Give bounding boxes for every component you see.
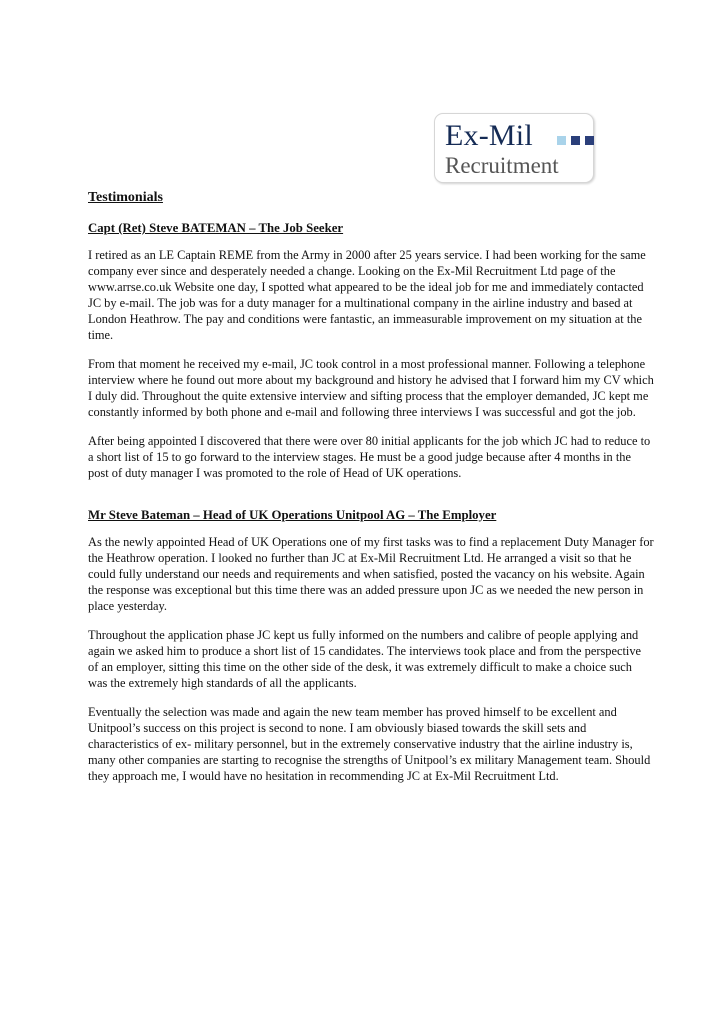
logo-name: Ex-Mil	[445, 119, 533, 152]
paragraph: From that moment he received my e-mail, JC took control in a most professional manner. Following a telephone interview where he found out more about my background and history he advised that I forward him my CV which I duly did. Throughout the quite extensive interview and sifting process that the employer demanded, JC kept me constantly informed by both phone and e-mail and following three interviews I was successful and got the job.	[88, 357, 654, 419]
section-divider-space	[88, 494, 654, 507]
logo-subtitle: Recruitment	[445, 153, 559, 178]
document-body	[88, 189, 654, 797]
company-logo	[434, 113, 594, 183]
paragraph: Eventually the selection was made and again the new team member has proved himself to be excellent and Unitpool’s success on this project is second to none. I am obviously biased towards the skill sets and characteristics of ex- military personnel, but in the extremely conservative industry that the airline industry is, many other companies are starting to recognise the strengths of Unitpool’s ex military Management team. Should they approach me, I would have no hesitation in recommending JC at Ex-Mil Recruitment Ltd.	[88, 705, 651, 783]
page-title: Testimonials	[88, 190, 163, 205]
logo-square-light	[557, 136, 566, 145]
logo-square-dark	[571, 136, 580, 145]
section-heading: Mr Steve Bateman – Head of UK Operations Unitpool AG – The Employer	[88, 508, 497, 522]
logo-square-dark	[585, 136, 594, 145]
paragraph: After being appointed I discovered that there were over 80 initial applicants for the job which JC had to reduce to a short list of 15 to go forward to the interview stages. He must be a good judge because after 4 months in the post of duty manager I was promoted to the role of Head of UK operations.	[88, 434, 651, 480]
section-heading: Capt (Ret) Steve BATEMAN – The Job Seeker	[88, 221, 344, 235]
paragraph: As the newly appointed Head of UK Operations one of my first tasks was to find a replacement Duty Manager for the Heathrow operation. I looked no further than JC at Ex-Mil Recruitment Ltd. He arranged a visit so that he could fully understand our needs and requirements and when satisfied, posted the vacancy on his website. Again the response was exceptional but this time there was an added pressure upon JC as we needed the new person in place yesterday.	[88, 535, 654, 613]
testimonial-section	[88, 507, 654, 784]
testimonial-section	[88, 220, 654, 481]
paragraph: I retired as an LE Captain REME from the Army in 2000 after 25 years service. I had been working for the same company ever since and desperately needed a change. Looking on the Ex-Mil Recruitment Ltd page of the www.arrse.co.uk Website one day, I spotted what appeared to be the ideal job for me and immediately contacted JC by e-mail. The job was for a duty manager for a multinational company in the airline industry and based at London Heathrow. The pay and conditions were fantastic, an immeasurable improvement on my situation at the time.	[88, 248, 646, 342]
paragraph: Throughout the application phase JC kept us fully informed on the numbers and calibre of people applying and again we asked him to produce a short list of 15 candidates. The interviews took place and from the perspective of an employer, sitting this time on the other side of the desk, it was extremely difficult to make a choice such was the extremely high standards of all the applicants.	[88, 628, 642, 690]
